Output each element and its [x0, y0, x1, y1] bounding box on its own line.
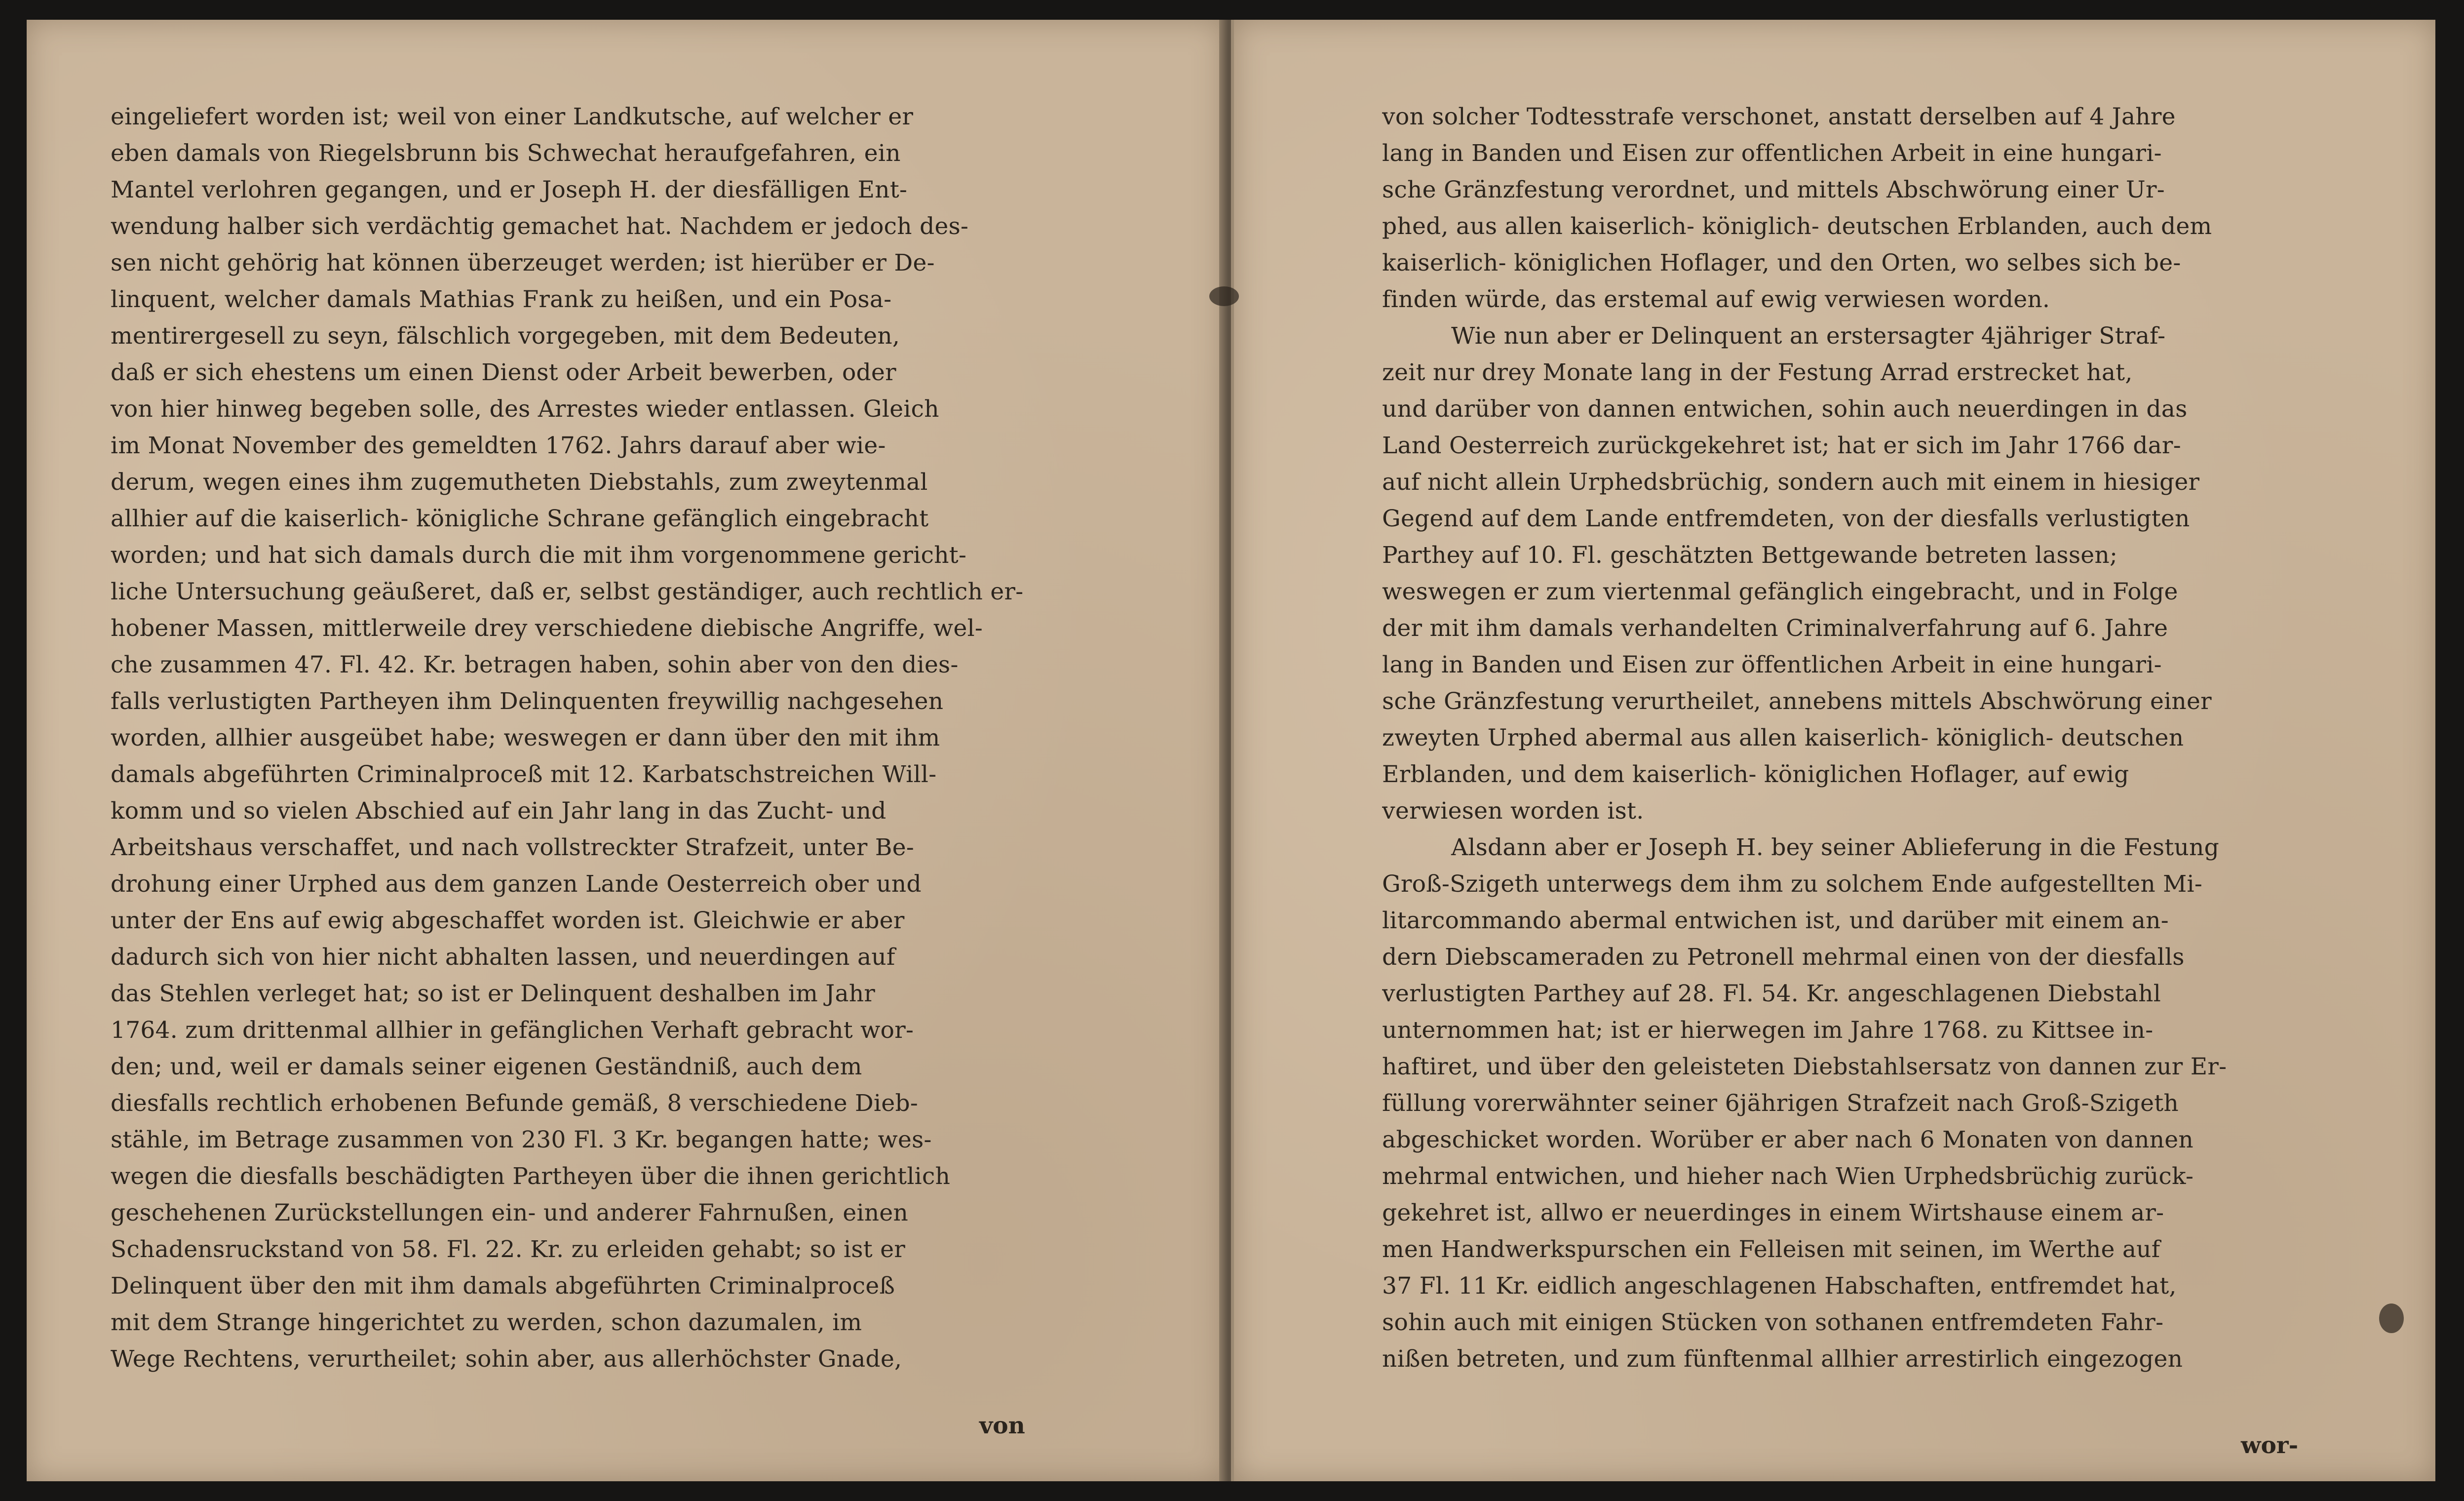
text-line: hobener Massen, mittlerweile drey verschiedene diebische Angriffe, wel-: [111, 615, 983, 642]
text-line: wendung halber sich verdächtig gemachet hat. Nachdem er jedoch des-: [111, 213, 969, 240]
left-page: [27, 20, 1226, 1481]
text-line: geschehenen Zurückstellungen ein- und anderer Fahrnußen, einen: [111, 1199, 909, 1226]
text-line: damals abgeführten Criminalproceß mit 12. Karbatschstreichen Will-: [111, 761, 937, 788]
text-line: auf nicht allein Urphedsbrüchig, sondern auch mit einem in hiesiger: [1382, 469, 2200, 496]
text-line: liche Untersuchung geäußeret, daß er, selbst geständiger, auch rechtlich er-: [111, 578, 1024, 605]
text-line: worden; und hat sich damals durch die mit ihm vorgenommene gericht-: [111, 542, 967, 569]
text-line: und darüber von dannen entwichen, sohin auch neuerdingen in das: [1382, 395, 2188, 423]
text-line: abgeschicket worden. Worüber er aber nach 6 Monaten von dannen: [1382, 1126, 2194, 1153]
text-line: sen nicht gehörig hat können überzeuget werden; ist hierüber er De-: [111, 249, 935, 276]
text-line: Alsdann aber er Joseph H. bey seiner Ablieferung in die Festung: [1451, 834, 2219, 861]
text-line: Parthey auf 10. Fl. geschätzten Bettgewande betreten lassen;: [1382, 542, 2118, 569]
text-line: nißen betreten, und zum fünftenmal allhier arrestirlich eingezogen: [1382, 1345, 2183, 1373]
text-line: drohung einer Urphed aus dem ganzen Lande Oesterreich ober und: [111, 870, 922, 898]
text-line: kaiserlich- königlichen Hoflager, und den Orten, wo selbes sich be-: [1382, 249, 2181, 276]
text-line: zeit nur drey Monate lang in der Festung Arrad erstrecket hat,: [1382, 359, 2133, 386]
text-line: unter der Ens auf ewig abgeschaffet worden ist. Gleichwie er aber: [111, 907, 905, 934]
text-line: allhier auf die kaiserlich- königliche Schrane gefänglich eingebracht: [111, 505, 929, 532]
text-line: das Stehlen verleget hat; so ist er Delinquent deshalben im Jahr: [111, 980, 876, 1007]
text-line: derum, wegen eines ihm zugemutheten Diebstahls, zum zweytenmal: [111, 469, 928, 496]
ink-blot: [2379, 1304, 2404, 1333]
text-line: wegen die diesfalls beschädigten Partheyen über die ihnen gerichtlich: [111, 1163, 951, 1190]
text-line: Gegend auf dem Lande entfremdeten, von der diesfalls verlustigten: [1382, 505, 2190, 532]
text-line: komm und so vielen Abschied auf ein Jahr lang in das Zucht- und: [111, 797, 886, 825]
text-line: 1764. zum drittenmal allhier in gefänglichen Verhaft gebracht wor-: [111, 1017, 914, 1044]
text-line: weswegen er zum viertenmal gefänglich eingebracht, und in Folge: [1382, 578, 2178, 605]
text-line: der mit ihm damals verhandelten Criminalverfahrung auf 6. Jahre: [1382, 615, 2168, 642]
text-line: dern Diebscameraden zu Petronell mehrmal einen von der diesfalls: [1382, 944, 2185, 971]
text-line: Land Oesterreich zurückgekehret ist; hat er sich im Jahr 1766 dar-: [1382, 432, 2181, 459]
text-line: unternommen hat; ist er hierwegen im Jahre 1768. zu Kittsee in-: [1382, 1017, 2154, 1044]
text-line: falls verlustigten Partheyen ihm Delinquenten freywillig nachgesehen: [111, 688, 944, 715]
text-line: lang in Banden und Eisen zur öffentlichen Arbeit in eine hungari-: [1382, 651, 2162, 678]
text-line: Mantel verlohren gegangen, und er Joseph H. der diesfälligen Ent-: [111, 176, 908, 203]
text-line: finden würde, das erstemal auf ewig verwiesen worden.: [1382, 286, 2050, 313]
text-line: Delinquent über den mit ihm damals abgeführten Criminalproceß: [111, 1272, 895, 1300]
text-line: mehrmal entwichen, und hieher nach Wien Urphedsbrüchig zurück-: [1382, 1163, 2194, 1190]
text-line: che zusammen 47. Fl. 42. Kr. betragen haben, sohin aber von den dies-: [111, 651, 959, 678]
text-line: sche Gränzfestung verurtheilet, annebens mittels Abschwörung einer: [1382, 688, 2212, 715]
text-line: Wege Rechtens, verurtheilet; sohin aber, aus allerhöchster Gnade,: [111, 1345, 902, 1373]
text-line: 37 Fl. 11 Kr. eidlich angeschlagenen Habschaften, entfremdet hat,: [1382, 1272, 2177, 1300]
text-line: worden, allhier ausgeübet habe; weswegen er dann über den mit ihm: [111, 724, 940, 751]
text-line: den; und, weil er damals seiner eigenen Geständniß, auch dem: [111, 1053, 862, 1080]
text-line: diesfalls rechtlich erhobenen Befunde gemäß, 8 verschiedene Dieb-: [111, 1090, 919, 1117]
right-page-catchword: wor-: [2241, 1432, 2299, 1459]
text-line: Erblanden, und dem kaiserlich- königlichen Hoflager, auf ewig: [1382, 761, 2129, 788]
text-line: verlustigten Parthey auf 28. Fl. 54. Kr. angeschlagenen Diebstahl: [1382, 980, 2161, 1007]
text-line: linquent, welcher damals Mathias Frank zu heißen, und ein Posa-: [111, 286, 892, 313]
text-line: eingeliefert worden ist; weil von einer Landkutsche, auf welcher er: [111, 103, 914, 130]
text-line: zweyten Urphed abermal aus allen kaiserlich- königlich- deutschen: [1382, 724, 2184, 751]
text-line: phed, aus allen kaiserlich- königlich- deutschen Erblanden, auch dem: [1382, 213, 2212, 240]
text-line: men Handwerkspurschen ein Felleisen mit seinen, im Werthe auf: [1382, 1236, 2160, 1263]
text-line: verwiesen worden ist.: [1382, 797, 1644, 825]
right-page-text: [1382, 99, 2359, 1378]
text-line: daß er sich ehestens um einen Dienst oder Arbeit bewerben, oder: [111, 359, 896, 386]
text-line: von solcher Todtesstrafe verschonet, anstatt derselben auf 4 Jahre: [1382, 103, 2176, 130]
text-line: sche Gränzfestung verordnet, und mittels Abschwörung einer Ur-: [1382, 176, 2165, 203]
text-line: dadurch sich von hier nicht abhalten lassen, und neuerdingen auf: [111, 944, 895, 971]
left-page-catchword: von: [979, 1412, 1025, 1439]
text-line: von hier hinweg begeben solle, des Arrestes wieder entlassen. Gleich: [111, 395, 939, 423]
text-line: stähle, im Betrage zusammen von 230 Fl. 3 Kr. begangen hatte; wes-: [111, 1126, 932, 1153]
text-line: lang in Banden und Eisen zur offentlichen Arbeit in eine hungari-: [1382, 140, 2162, 167]
text-line: sohin auch mit einigen Stücken von sothanen entfremdeten Fahr-: [1382, 1309, 2164, 1336]
text-line: haftiret, und über den geleisteten Diebstahlsersatz von dannen zur Er-: [1382, 1053, 2227, 1080]
left-page-text: [111, 99, 1103, 1378]
right-page: [1231, 20, 2435, 1481]
text-line: gekehret ist, allwo er neuerdinges in einem Wirtshause einem ar-: [1382, 1199, 2164, 1226]
text-line: im Monat November des gemeldten 1762. Jahrs darauf aber wie-: [111, 432, 886, 459]
text-line: Schadensruckstand von 58. Fl. 22. Kr. zu erleiden gehabt; so ist er: [111, 1236, 906, 1263]
text-line: mentirergesell zu seyn, fälschlich vorgegeben, mit dem Bedeuten,: [111, 322, 900, 350]
text-line: mit dem Strange hingerichtet zu werden, schon dazumalen, im: [111, 1309, 862, 1336]
text-line: Arbeitshaus verschaffet, und nach vollstreckter Strafzeit, unter Be-: [111, 834, 915, 861]
text-line: füllung vorerwähnter seiner 6jährigen Strafzeit nach Groß-Szigeth: [1382, 1090, 2179, 1117]
text-line: Wie nun aber er Delinquent an erstersagter 4jähriger Straf-: [1451, 322, 2166, 350]
ink-blot: [1209, 286, 1239, 306]
text-line: eben damals von Riegelsbrunn bis Schwechat heraufgefahren, ein: [111, 140, 901, 167]
text-line: Groß-Szigeth unterwegs dem ihm zu solchem Ende aufgestellten Mi-: [1382, 870, 2203, 898]
text-line: litarcommando abermal entwichen ist, und darüber mit einem an-: [1382, 907, 2169, 934]
